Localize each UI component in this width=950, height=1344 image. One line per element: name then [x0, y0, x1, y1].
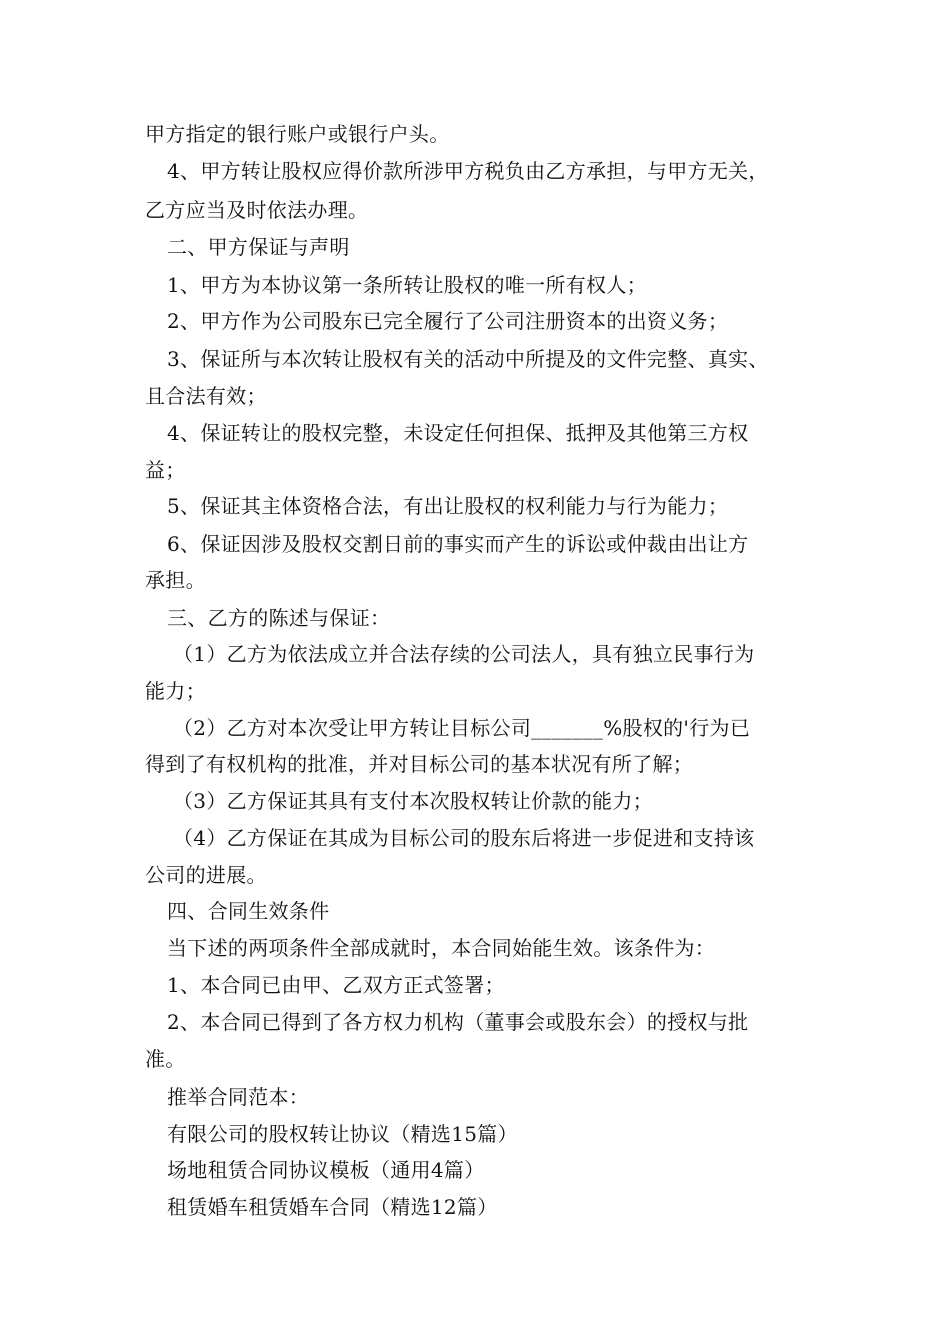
paragraph-line: 承担。 — [145, 568, 206, 592]
paragraph-line: 公司的进展。 — [145, 863, 267, 887]
paragraph-line: 乙方应当及时依法办理。 — [145, 198, 369, 222]
paragraph-line: （1）乙方为依法成立并合法存续的公司法人，具有独立民事行为 — [173, 642, 755, 666]
paragraph-line: 1、本合同已由甲、乙双方正式签署； — [167, 973, 505, 997]
paragraph-line: 准。 — [145, 1047, 186, 1071]
recommend-link[interactable]: 租赁婚车租赁婚车合同（精选12篇） — [167, 1195, 498, 1219]
paragraph-line: 4、保证转让的股权完整，未设定任何担保、抵押及其他第三方权 — [167, 421, 749, 445]
paragraph-line: 能力； — [145, 679, 206, 703]
section-heading: 二、甲方保证与声明 — [167, 235, 350, 259]
paragraph-line: 4、甲方转让股权应得价款所涉甲方税负由乙方承担，与甲方无关， — [167, 159, 769, 183]
paragraph-line: （2）乙方对本次受让甲方转让目标公司_______%股权的'行为已 — [173, 716, 751, 740]
paragraph-line: 2、甲方作为公司股东已完全履行了公司注册资本的出资义务； — [167, 309, 729, 333]
paragraph-line: 当下述的两项条件全部成就时，本合同始能生效。该条件为： — [167, 936, 716, 960]
paragraph-line: 且合法有效； — [145, 384, 267, 408]
section-heading: 四、合同生效条件 — [167, 899, 330, 923]
paragraph-line: 5、保证其主体资格合法，有出让股权的权利能力与行为能力； — [167, 494, 729, 518]
recommend-heading: 推举合同范本： — [167, 1085, 310, 1109]
paragraph-line: （4）乙方保证在其成为目标公司的股东后将进一步促进和支持该 — [173, 826, 755, 850]
recommend-link[interactable]: 场地租赁合同协议模板（通用4篇） — [167, 1158, 485, 1182]
section-heading: 三、乙方的陈述与保证： — [167, 606, 391, 630]
paragraph-line: 得到了有权机构的批准，并对目标公司的基本状况有所了解； — [145, 752, 694, 776]
paragraph-line: （3）乙方保证其具有支付本次股权转让价款的能力； — [173, 789, 653, 813]
paragraph-line: 1、甲方为本协议第一条所转让股权的唯一所有权人； — [167, 273, 647, 297]
paragraph-line: 益； — [145, 458, 186, 482]
paragraph-line: 3、保证所与本次转让股权有关的活动中所提及的文件完整、真实、 — [167, 347, 769, 371]
paragraph-line: 2、本合同已得到了各方权力机构（董事会或股东会）的授权与批 — [167, 1010, 749, 1034]
paragraph-line: 6、保证因涉及股权交割日前的事实而产生的诉讼或仲裁由出让方 — [167, 532, 749, 556]
paragraph-line: 甲方指定的银行账户或银行户头。 — [145, 122, 450, 146]
recommend-link[interactable]: 有限公司的股权转让协议（精选15篇） — [167, 1122, 518, 1146]
